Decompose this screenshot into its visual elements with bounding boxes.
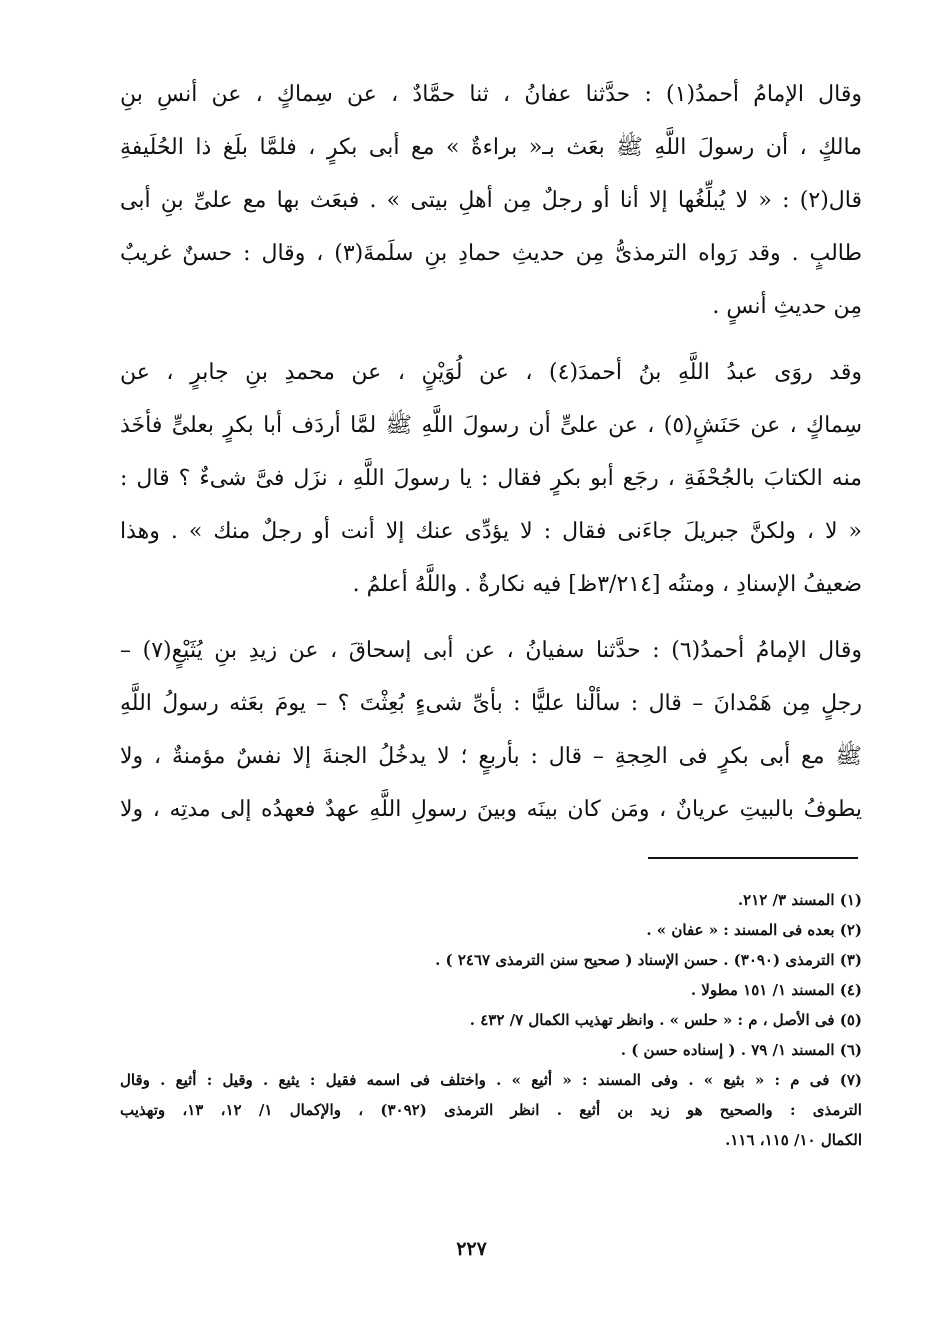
text-line: سِماكٍ ، عن حَنَشٍ(٥) ، عن علىٍّ أن رسولَ اللَّهِ ﷺ لمَّا أردَف أبا بكرٍ بعلىٍّ فأخَذ [120,413,862,438]
footnote-7: (٧) فى م : « بثيع » . وفى المسند : « أثيع » . واختلف فى اسمه فقيل : يثيع . وقيل : أثيع . وقال [120,1071,862,1089]
text-line: ﷺ مع أبى بكرٍ فى الحِجةِ – قال : بأربعٍ ؛ لا يدخُلُ الجنةَ إلا نفسٌ مؤمنةٌ ، ولا [120,744,862,769]
page-number: ٢٢٧ [456,1238,487,1260]
text-line: وقال الإمامُ أحمدُ(١) : حدَّثنا عفانُ ، ثنا حمَّادٌ ، عن سِماكٍ ، عن أنسِ بنِ [120,82,862,107]
footnote-7-continued: الكمال ١٠/ ١١٥، ١١٦. [725,1131,862,1149]
footnote-1: (١) المسند ٣/ ٢١٢. [737,891,862,909]
footnote-separator [648,857,858,859]
text-line: منه الكتابَ بالجُحْفَةِ ، رجَع أبو بكرٍ فقال : يا رسولَ اللَّهِ ، نزَل فىَّ شىءٌ ؟ قال : [120,466,862,491]
main-text [120,68,862,836]
footnote-5: (٥) فى الأصل ، م : « حلس » . وانظر تهذيب الكمال ٧/ ٤٣٢ . [469,1011,862,1029]
text-line: مِن حديثِ أنسٍ . [712,294,862,319]
text-line: طالبٍ . وقد رَواه الترمذىُّ مِن حديثِ حمادِ بنِ سلَمةَ(٣) ، وقال : حسنٌ غريبٌ [120,241,862,266]
paragraph-3 [120,624,862,836]
text-line: يطوفُ بالبيتِ عريانٌ ، ومَن كان بينَه وبينَ رسولِ اللَّهِ عهدٌ فعهدُه إلى مدتِه ، ولا [120,797,862,822]
footnote-4: (٤) المسند ١/ ١٥١ مطولا . [690,981,862,999]
text-line: « لا ، ولكنَّ جبريلَ جاءَنى فقال : لا يؤدِّى عنك إلا أنت أو رجلٌ منك » . وهذا [120,519,862,544]
footnote-2: (٢) بعده فى المسند : « عفان » . [646,921,862,939]
footnote-6: (٦) المسند ١/ ٧٩ . ( إسناده حسن ) . [620,1041,862,1059]
paragraph-2 [120,346,862,611]
footnote-7-continued: الترمذى : والصحيح هو زيد بن أثيع . انظر الترمذى (٣٠٩٢) ، والإكمال ١/ ١٢، ١٣، وتهذيب [120,1101,862,1119]
footnotes [120,885,862,1155]
text-line: وقد روَى عبدُ اللَّهِ بنُ أحمدَ(٤) ، عن لُوَيْنٍ ، عن محمدِ بنِ جابرٍ ، عن [120,360,862,385]
text-line: وقال الإمامُ أحمدُ(٦) : حدَّثنا سفيانُ ، عن أبى إسحاقَ ، عن زيدِ بنِ يُثَيْعٍ(٧) – [120,638,862,663]
text-line: قال(٢) : « لا يُبلِّغُها إلا أنا أو رجلٌ مِن أهلِ بيتى » . فبعَث بها مع علىِّ بنِ أبى [120,188,862,213]
text-line: ضعيفُ الإسنادِ ، ومتنُه [٣/٢١٤ظ] فيه نكارةٌ . واللَّهُ أعلمُ . [352,572,862,597]
footnote-3: (٣) الترمذى (٣٠٩٠) . حسن الإسناد ( صحيح سنن الترمذى ٢٤٦٧ ) . [435,951,862,969]
text-line: رجلٍ مِن هَمْدانَ – قال : سألْنا عليًّا : بأىِّ شىءٍ بُعِثْتَ ؟ – يومَ بعَثه رسولُ اللَّهِ [120,691,862,716]
text-line: مالكٍ ، أن رسولَ اللَّهِ ﷺ بعَث بـ« براءةٌ » مع أبى بكرٍ ، فلمَّا بلَغ ذا الحُلَيفةِ [120,135,862,160]
paragraph-1 [120,68,862,333]
